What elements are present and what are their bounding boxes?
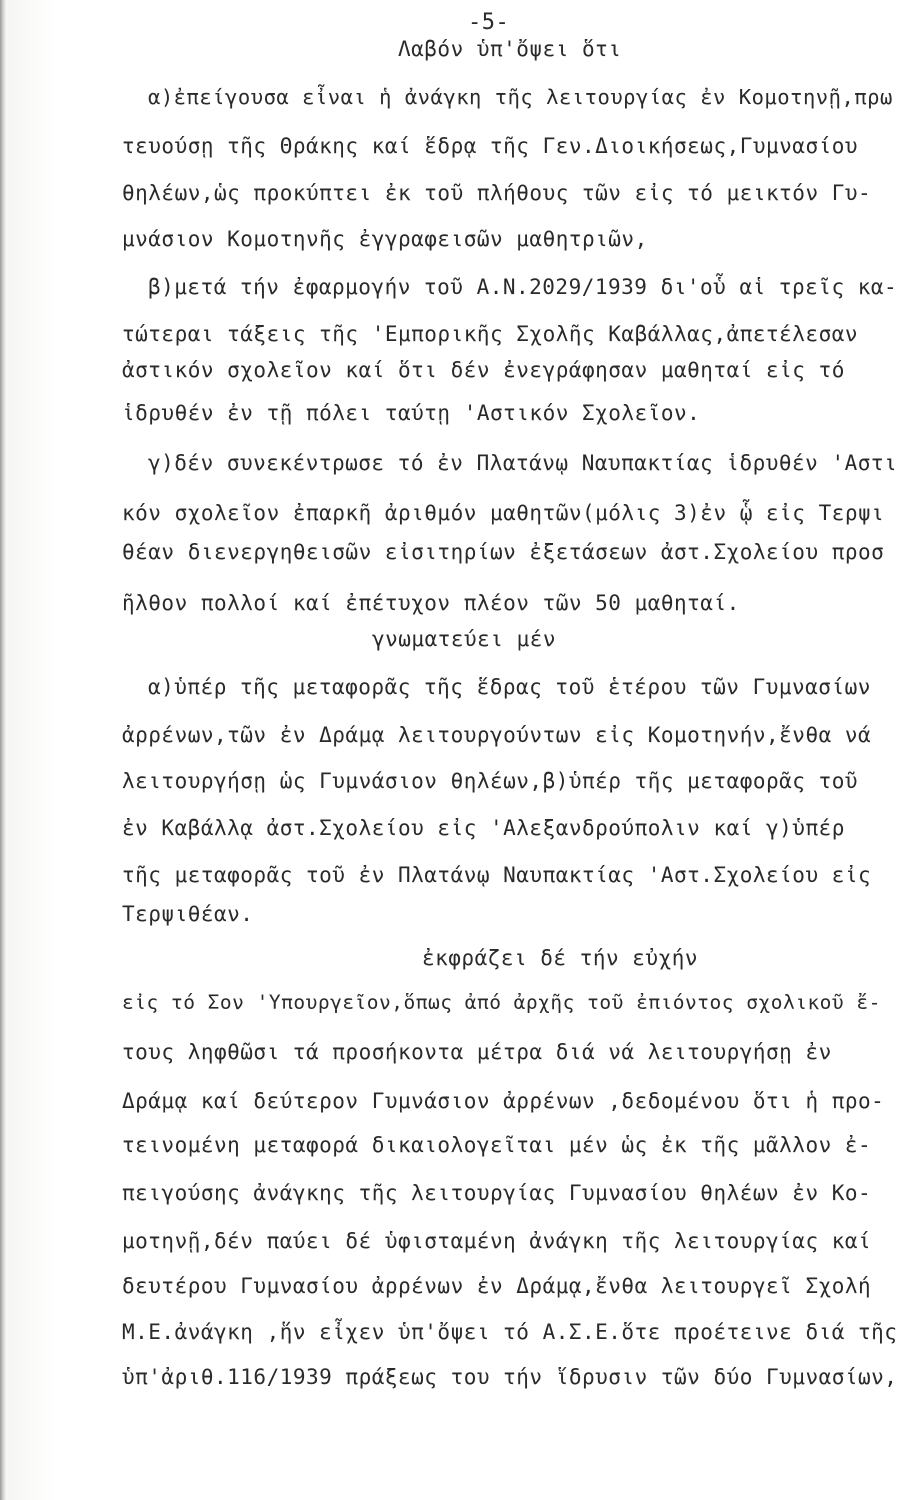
text-line: τους ληφθῶσι τά προσήκοντα μέτρα διά νά λειτουργήσῃ ἐν: [122, 1040, 832, 1064]
text-line: β)μετά τήν ἐφαρμογήν τοῦ Α.Ν.2029/1939 δι'οὗ αἱ τρεῖς κα-: [148, 275, 898, 299]
text-line: μνάσιον Κομοτηνῆς ἐγγραφεισῶν μαθητριῶν,: [122, 227, 648, 251]
text-line: πειγούσης ἀνάγκης τῆς λειτουργίας Γυμνασίου θηλέων ἐν Κο-: [122, 1181, 872, 1205]
text-line: ἀρρένων,τῶν ἐν Δράμᾳ λειτουργούντων εἰς Κομοτηνήν,ἔνθα νά: [122, 723, 872, 747]
text-line: λειτουργήσῃ ὡς Γυμνάσιον θηλέων,β)ὑπέρ τῆς μεταφορᾶς τοῦ: [122, 769, 859, 793]
page-number: -5-: [468, 10, 510, 35]
text-line: θέαν διενεργηθεισῶν εἰσιτηρίων ἐξετάσεων ἀστ.Σχολείου προσ: [122, 540, 885, 564]
text-line: μοτηνῇ,δέν παύει δέ ὑφισταμένη ἀνάγκη τῆς λειτουργίας καί: [122, 1229, 872, 1253]
text-line: ἐκφράζει δέ τήν εὐχήν: [422, 946, 699, 970]
text-line: τώτεραι τάξεις τῆς 'Εμπορικῆς Σχολῆς Καβάλλας,ἀπετέλεσαν: [122, 322, 859, 346]
text-line: Τερψιθέαν.: [122, 902, 254, 926]
text-line: ἐν Καβάλλᾳ ἀστ.Σχολείου εἰς 'Αλεξανδρούπολιν καί γ)ὑπέρ: [122, 816, 845, 840]
text-line: Μ.Ε.ἀνάγκη ,ἥν εἶχεν ὑπ'ὄψει τό Α.Σ.Ε.ὅτε προέτεινε διά τῆς: [122, 1320, 898, 1344]
text-line: κόν σχολεῖον ἐπαρκῆ ἀριθμόν μαθητῶν(μόλις 3)ἐν ᾧ εἰς Τερψι: [122, 501, 885, 525]
text-line: ὑπ'ἀριθ.116/1939 πράξεως του τήν ἵδρυσιν τῶν δύο Γυμνασίων,: [122, 1365, 898, 1389]
text-line: γνωματεύει μέν: [372, 627, 557, 651]
text-line: α)ἐπείγουσα εἶναι ἡ ἀνάγκη τῆς λειτουργίας ἐν Κομοτηνῇ,πρω: [148, 85, 893, 109]
text-line: Λαβόν ὑπ'ὄψει ὅτι: [398, 37, 622, 61]
text-line: τεινομένη μεταφορά δικαιολογεῖται μέν ὡς ἐκ τῆς μᾶλλον ἐ-: [122, 1133, 872, 1157]
text-line: τῆς μεταφορᾶς τοῦ ἐν Πλατάνῳ Ναυπακτίας 'Αστ.Σχολείου εἰς: [122, 863, 872, 887]
text-line: θηλέων,ὡς προκύπτει ἐκ τοῦ πλήθους τῶν εἰς τό μεικτόν Γυ-: [122, 181, 872, 205]
text-line: ἀστικόν σχολεῖον καί ὅτι δέν ἐνεγράφησαν μαθηταί εἰς τό: [122, 358, 845, 382]
text-line: δευτέρου Γυμνασίου ἀρρένων ἐν Δράμᾳ,ἔνθα λειτουργεῖ Σχολή: [122, 1274, 872, 1298]
text-line: α)ὑπέρ τῆς μεταφορᾶς τῆς ἕδρας τοῦ ἑτέρου τῶν Γυμνασίων: [148, 675, 871, 699]
text-line: ἱδρυθέν ἐν τῇ πόλει ταύτῃ 'Αστικόν Σχολεῖον.: [122, 401, 701, 425]
text-line: εἰς τό Σον 'Υπουργεῖον,ὅπως ἀπό ἀρχῆς τοῦ ἐπιόντος σχολικοῦ ἔ-: [122, 991, 881, 1014]
text-line: γ)δέν συνεκέντρωσε τό ἐν Πλατάνῳ Ναυπακτίας ἱδρυθέν 'Αστι: [148, 451, 898, 475]
text-line: τευούσῃ τῆς Θράκης καί ἕδρᾳ τῆς Γεν.Διοικήσεως,Γυμνασίου: [122, 134, 859, 158]
text-line: Δράμᾳ καί δεύτερον Γυμνάσιον ἀρρένων ,δεδομένου ὅτι ἡ προ-: [122, 1089, 885, 1113]
text-line: ῆλθον πολλοί καί ἐπέτυχον πλέον τῶν 50 μαθηταί.: [122, 591, 740, 615]
page-edge-shadow: [0, 0, 6, 1500]
